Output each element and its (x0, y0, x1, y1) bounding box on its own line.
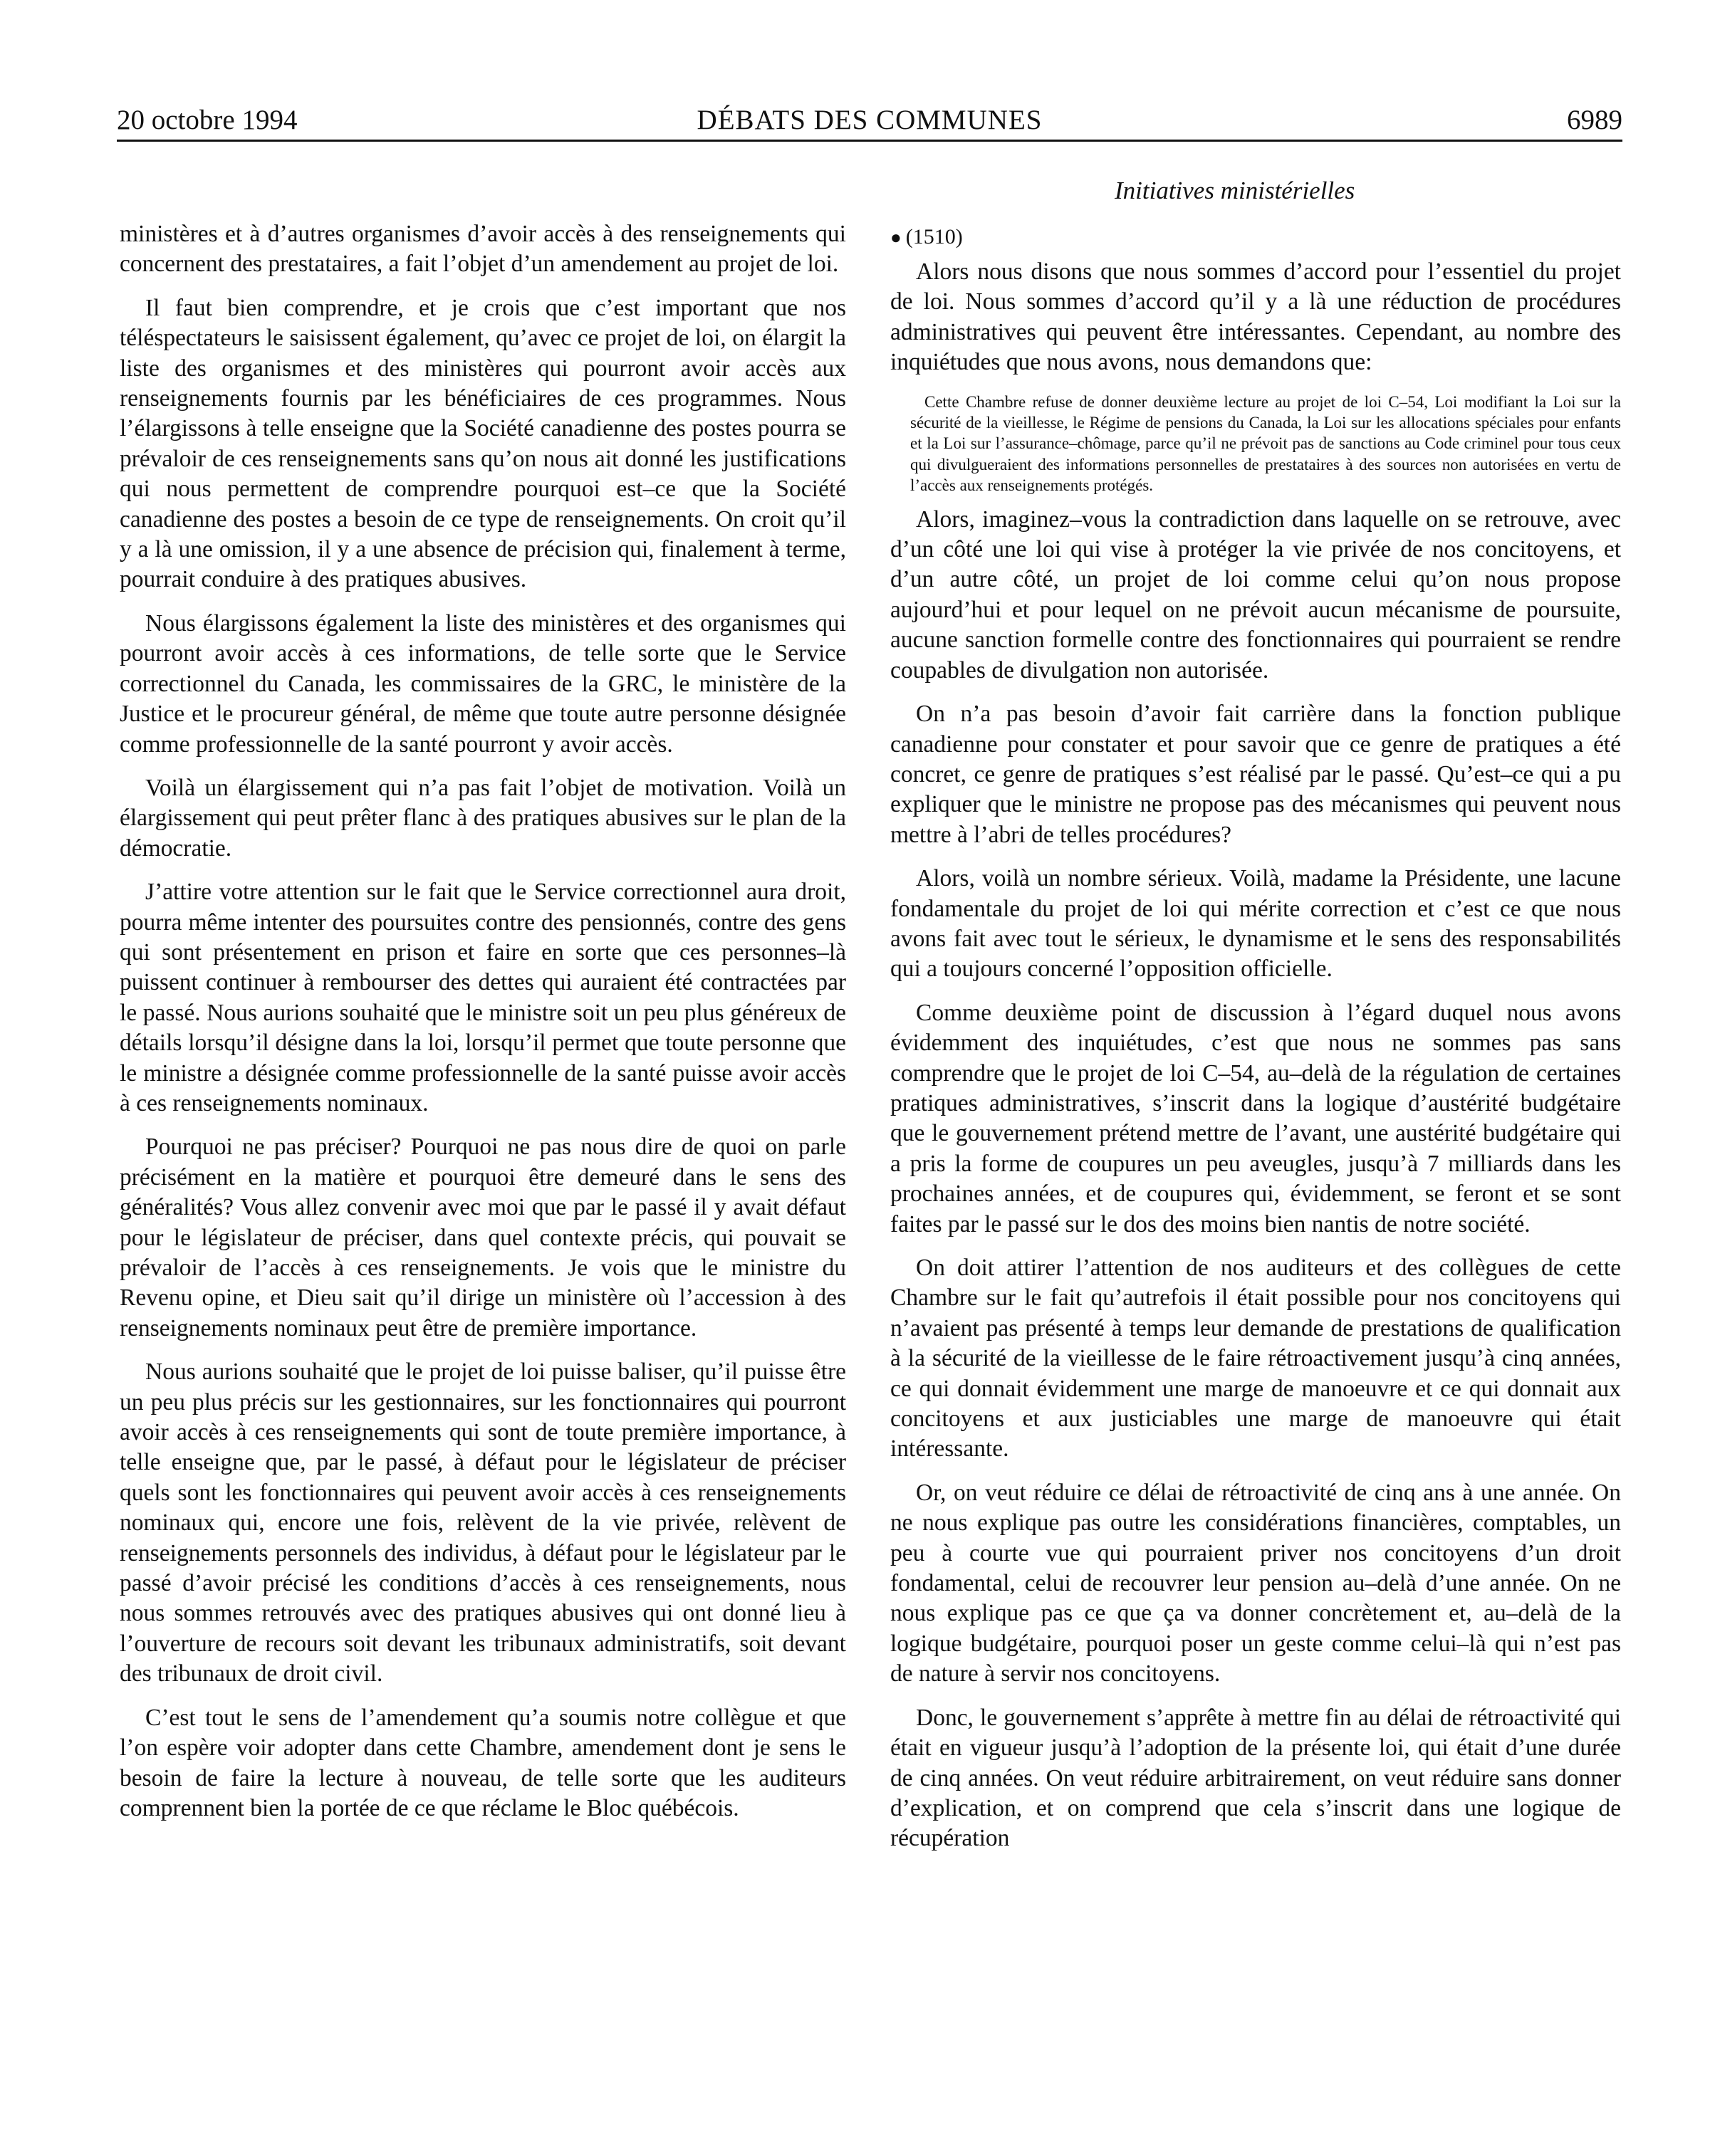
right-paragraph: On n’a pas besoin d’avoir fait carrière dans la fonction publique canadienne pour constater et pour savoir que ce genre de pratiques a été concret, ce genre de pratiques s’est réalisé par le passé. Qu’est–ce qui a pu expliquer que le ministre ne propose pas des mécanismes qui peuvent nous mettre à l’abri de telles procédures? (890, 701, 1621, 848)
left-paragraph: ministères et à d’autres organismes d’avoir accès à des renseignements qui concernent des prestataires, a fait l’objet d’un amendement au projet de loi. (120, 221, 846, 278)
bullet-icon: ● (890, 227, 902, 248)
left-paragraph: C’est tout le sens de l’amendement qu’a soumis notre collègue et que l’on espère voir adopter dans cette Chambre, amendement dont je sens le besoin de faire la lecture à nouveau, de telle sorte que les auditeurs comprennent bien la portée de ce que réclame le Bloc québécois. (120, 1704, 846, 1821)
right-paragraph: Donc, le gouvernement s’apprête à mettre fin au délai de rétroactivité qui était en vigueur jusqu’à l’adoption de la présente loi, qui était d’une durée de cinq années. On veut réduire arbitrairement, on veut réduire sans donner d’explication, et on comprend que cela s’inscrit dans une logique de récupération (890, 1704, 1621, 1852)
header-date: 20 octobre 1994 (117, 105, 298, 135)
left-paragraph: Nous élargissons également la liste des ministères et des organismes qui pourront avoir accès à ces informations, de telle sorte que le Service correctionnel du Canada, les commissaires de la GRC, le ministère de la Justice et le procureur général, de même que toute autre personne désignée comme professionnelle de la santé pourront y avoir accès. (120, 609, 846, 758)
left-paragraph: Pourquoi ne pas préciser? Pourquoi ne pas nous dire de quoi on parle précisément en la matière et pourquoi être demeuré dans le sens des généralités? Vous allez convenir avec moi que par le passé il y avait défaut pour le législateur de préciser, dans quel contexte précis, qui pouvait se prévaloir de l’accès à ces renseignements. Je vois que le ministre du Revenu opine, et Dieu sait qu’il dirige un ministère où l’accession à des renseignements nominaux peut être de première importance. (120, 1134, 846, 1341)
right-paragraph: On doit attirer l’attention de nos auditeurs et des collègues de cette Chambre sur le fait qu’autrefois il était possible pour nos concitoyens qui n’avaient pas présenté à temps leur demande de prestations de qualification à la sécurité de la vieillesse de le faire rétroactivement jusqu’à cinq années, ce qui donnait évidemment une marge de manoeuvre et ce qui donnait aux concitoyens et aux justiciables une marge de manoeuvre qui était intéressante. (890, 1255, 1621, 1462)
left-paragraph: J’attire votre attention sur le fait que le Service correctionnel aura droit, pourra même intenter des poursuites contre des pensionnés, contre des gens qui sont présentement en prison et faire en sorte que ces personnes–là puissent continuer à rembourser des dettes qui auraient été contractées par le passé. Nous aurions souhaité que le ministre soit un peu plus généreux de détails lorsqu’il désigne dans la loi, lorsqu’il permet que toute personne que le ministre a désignée comme professionnelle de la santé puisse avoir accès à ces renseignements nominaux. (120, 879, 846, 1116)
header-page-number: 6989 (1567, 105, 1622, 135)
left-paragraph: Il faut bien comprendre, et je crois que c’est important que nos téléspectateurs le saisissent également, qu’avec ce projet de loi, on élargit la liste des organismes et des ministères qui pourront avoir accès aux renseignements fournis par les bénéficiaires de ces programmes. Nous l’élargissons à telle enseigne que la Société canadienne des postes pourra se prévaloir de ces renseignements sans qu’on nous ait donné les justifications qui nous permettent de comprendre pourquoi est–ce que la Société canadienne des postes a besoin de ce type de renseignements. On croit qu’il y a là une omission, il y a une absence de précision qui, finalement à terme, pourrait conduire à des pratiques abusives. (120, 294, 846, 593)
section-label: Initiatives ministérielles (1115, 177, 1355, 204)
page-header (117, 94, 1622, 142)
right-paragraph: Alors, voilà un nombre sérieux. Voilà, madame la Présidente, une lacune fondamentale du projet de loi qui mérite correction et c’est ce que nous avons fait avec tout le sérieux, le dynamisme et le sens des responsabilités qui a toujours concerné l’opposition officielle. (890, 865, 1621, 983)
left-column (120, 219, 846, 1837)
left-paragraph: Voilà un élargissement qui n’a pas fait l’objet de motivation. Voilà un élargissement qui peut prêter flanc à des pratiques abusives sur le plan de la démocratie. (120, 774, 846, 862)
right-paragraph: Or, on veut réduire ce délai de rétroactivité de cinq ans à une année. On ne nous explique pas outre les considérations financières, comptables, un peu à courte vue qui pourraient priver nos concitoyens d’un droit fondamental, celui de recouvrer leur pension au–delà d’une année. On ne nous explique pas ce que ça va donner concrètement et, au–delà de la logique budgétaire, pourquoi poser un geste comme celui–là qui n’est pas de nature à servir nos concitoyens. (890, 1479, 1621, 1687)
timestamp-text: (1510) (905, 225, 963, 248)
right-column (890, 222, 1621, 1868)
header-title: DÉBATS DES COMMUNES (697, 105, 1043, 135)
right-paragraph: Alors nous disons que nous sommes d’accord pour l’essentiel du projet de loi. Nous sommes d’accord qu’il y a là une réduction de procédures administratives qui peuvent être intéressantes. Cependant, au nombre des inquiétudes que nous avons, nous demandons que: (890, 258, 1621, 376)
left-paragraph: Nous aurions souhaité que le projet de loi puisse baliser, qu’il puisse être un peu plus précis sur les gestionnaires, sur les fonctionnaires qui pourront avoir accès à ces renseignements qui sont de toute première importance, à telle enseigne que, par le passé, à défaut pour le législateur de préciser quels sont les fonctionnaires qui peuvent avoir accès à ces renseignements nominaux qui, encore une fois, relèvent de la vie privée, relèvent de renseignements personnels des individus, à défaut pour le législateur par le passé d’avoir précisé les conditions d’accès à ces renseignements, nous nous sommes retrouvés avec des pratiques abusives qui ont donné lieu à l’ouverture de recours soit devant les tribunaux administratifs, soit devant des tribunaux de droit civil. (120, 1359, 846, 1687)
right-paragraph: Comme deuxième point de discussion à l’égard duquel nous avons évidemment des inquiétudes, c’est que nous ne sommes pas sans comprendre que le projet de loi C–54, au–delà de la régulation de certaines pratiques administratives, s’inscrit dans la logique d’austérité budgétaire que le gouvernement prétend mettre de l’avant, une austérité budgétaire qui a pris la forme de coupures un peu aveugles, jusqu’à 7 milliards dans les prochaines années, et de coupures qui, évidemment, se feront et se sont faites par le passé sur le dos des moins bien nantis de notre société. (890, 999, 1621, 1237)
motion-quote: Cette Chambre refuse de donner deuxième lecture au projet de loi C–54, Loi modifiant la Loi sur la sécurité de la vieillesse, le Régime de pensions du Canada, la Loi sur les allocations spéciales pour enfants et la Loi sur l’assurance–chômage, parce qu’il ne prévoit pas de sanctions au Code criminel pour tous ceux qui divulgueraient des informations personnelles de prestataires à des sources non autorisées en vertu de l’accès aux renseignements protégés. (910, 392, 1621, 495)
timestamp (890, 222, 1621, 253)
right-paragraph: Alors, imaginez–vous la contradiction dans laquelle on se retrouve, avec d’un côté une loi qui vise à protéger la vie privée de nos concitoyens, et d’un autre côté, un projet de loi comme celui qu’on nous propose aujourd’hui et pour lequel on ne prévoit aucun mécanisme de poursuite, aucune sanction formelle contre des fonctionnaires qui pourraient se rendre coupables de divulgation non autorisée. (890, 506, 1621, 684)
